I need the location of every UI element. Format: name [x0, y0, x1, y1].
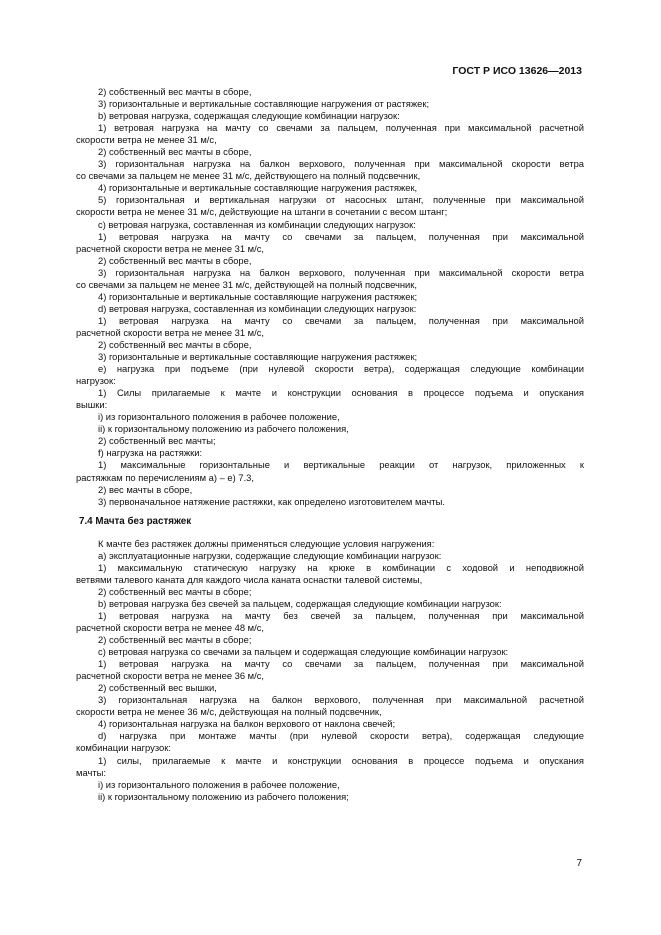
text-line: b) ветровая нагрузка без свечей за пальцем, содержащая следующие комбинации нагрузок: [98, 597, 502, 609]
text-line: расчетной скорости ветра не менее 36 м/с, [76, 670, 265, 682]
text-line: 4) горизонтальные и вертикальные составляющие нагружения растяжек; [98, 290, 418, 302]
text-line: 3) горизонтальные и вертикальные составляющие нагружения растяжек; [98, 351, 418, 363]
text-line: 1) ветровая нагрузка на мачту со свечами за пальцем, полученная при максимальной [98, 314, 584, 326]
text-line: мачты: [76, 766, 106, 778]
text-line: ii) к горизонтальному положению из рабочего положения; [98, 790, 349, 802]
text-line: f) нагрузка на растяжки: [98, 447, 203, 459]
text-line: 1) максимальную статическую нагрузку на крюке в комбинации с ходовой и неподвижной [98, 561, 584, 573]
text-line: комбинации нагрузок: [76, 742, 171, 754]
text-line: скорости ветра не менее 31 м/с, действующие на штанги в сочетании с весом штанг; [76, 206, 448, 218]
text-line: 2) собственный вес мачты в сборе, [98, 254, 252, 266]
text-line: 3) горизонтальная нагрузка на балкон верхового, полученная при максимальной скорости ветра [98, 266, 584, 278]
text-line: 3) горизонтальная нагрузка на балкон верхового, полученная при максимальной скорости ветра [98, 158, 584, 170]
text-line: d) нагрузка при монтаже мачты (при нулевой скорости ветра), содержащая следующие [98, 730, 584, 742]
text-line: ветвями талевого каната для каждого числа каната оснастки талевой системы, [76, 573, 423, 585]
text-line: i) из горизонтального положения в рабочее положение, [98, 778, 340, 790]
text-line: 2) собственный вес мачты в сборе; [98, 585, 252, 597]
text-line: a) эксплуатационные нагрузки, содержащие следующие комбинации нагрузок: [98, 549, 442, 561]
text-line: расчетной скорости ветра не менее 31 м/с, [76, 326, 265, 338]
standard-code-header: ГОСТ Р ИСО 13626—2013 [452, 65, 582, 77]
text-line: 2) собственный вес мачты в сборе, [98, 146, 252, 158]
text-line: со свечами за пальцем не менее 31 м/с, действующего на полный подсвечник, [76, 170, 421, 182]
text-line: растяжкам по перечислениям a) – e) 7.3, [76, 471, 255, 483]
text-line: 2) собственный вес мачты в сборе, [98, 86, 252, 97]
text-line: 1) ветровая нагрузка на мачту со свечами за пальцем, полученная при максимальной [98, 230, 584, 242]
text-line: 1) силы, прилагаемые к мачте и конструкции основания в процессе подъема и опускания [98, 754, 584, 766]
text-line: 3) горизонтальные и вертикальные составляющие нагружения от растяжек; [98, 98, 430, 110]
text-line: e) нагрузка при подъеме (при нулевой скорости ветра), содержащая следующие комбинации [98, 363, 584, 375]
text-line: 1) ветровая нагрузка на мачту без свечей за пальцем, полученная при максимальной [98, 609, 584, 621]
text-line: 1) ветровая нагрузка на мачту со свечами за пальцем, полученная при максимальной расчетной [98, 122, 584, 134]
text-line: нагрузок: [76, 375, 116, 387]
text-line: i) из горизонтального положения в рабочее положение, [98, 411, 340, 423]
text-line: 2) вес мачты в сборе, [98, 483, 193, 495]
text-line: вышки: [76, 399, 108, 411]
text-line: 5) горизонтальная и вертикальная нагрузки от насосных штанг, полученные при максимальной [98, 194, 584, 206]
text-line: скорости ветра не менее 36 м/с, действующая на полный подсвечник, [76, 706, 382, 718]
text-line: c) ветровая нагрузка со свечами за пальцем и содержащая следующие комбинации нагрузок: [98, 646, 509, 658]
text-line: 1) Силы прилагаемые к мачте и конструкции основания в процессе подъема и опускания [98, 387, 584, 399]
text-line: 3) горизонтальная нагрузка на балкон верхового, полученная при максимальной расчетной [98, 694, 584, 706]
text-line: ii) к горизонтальному положению из рабочего положения, [98, 423, 349, 435]
text-line: 3) первоначальное натяжение растяжки, как определено изготовителем мачты. [98, 495, 445, 507]
text-line: со свечами за пальцем не менее 31 м/с, действующей на полный подсвечник, [76, 278, 417, 290]
text-line: 1) максимальные горизонтальные и вертикальные реакции от нагрузок, приложенных к [98, 459, 584, 471]
section-heading: 7.4 Мачта без растяжек [79, 515, 192, 527]
page-number: 7 [576, 858, 582, 869]
document-body [76, 86, 584, 803]
text-line: скорости ветра не менее 31 м/с, [76, 134, 217, 146]
text-line: расчетной скорости ветра не менее 48 м/с, [76, 622, 265, 634]
text-line: b) ветровая нагрузка, содержащая следующие комбинации нагрузок: [98, 110, 400, 122]
text-line: 4) горизонтальные и вертикальные составляющие нагружения растяжек, [98, 182, 418, 194]
text-line: К мачте без растяжек должны применяться следующие условия нагружения: [98, 537, 435, 549]
text-line: c) ветровая нагрузка, составленная из комбинации следующих нагрузок: [98, 218, 416, 230]
text-line: 1) ветровая нагрузка на мачту со свечами за пальцем, полученная при максимальной [98, 658, 584, 670]
text-line: расчетной скорости ветра не менее 31 м/с, [76, 242, 265, 254]
text-line: d) ветровая нагрузка, составленная из комбинации следующих нагрузок: [98, 302, 417, 314]
text-line: 2) собственный вес мачты в сборе, [98, 338, 252, 350]
text-line: 2) собственный вес вышки, [98, 682, 217, 694]
text-line: 4) горизонтальная нагрузка на балкон верхового от наклона свечей; [98, 718, 396, 730]
text-line: 2) собственный вес мачты в сборе; [98, 634, 252, 646]
text-line: 2) собственный вес мачты; [98, 435, 216, 447]
